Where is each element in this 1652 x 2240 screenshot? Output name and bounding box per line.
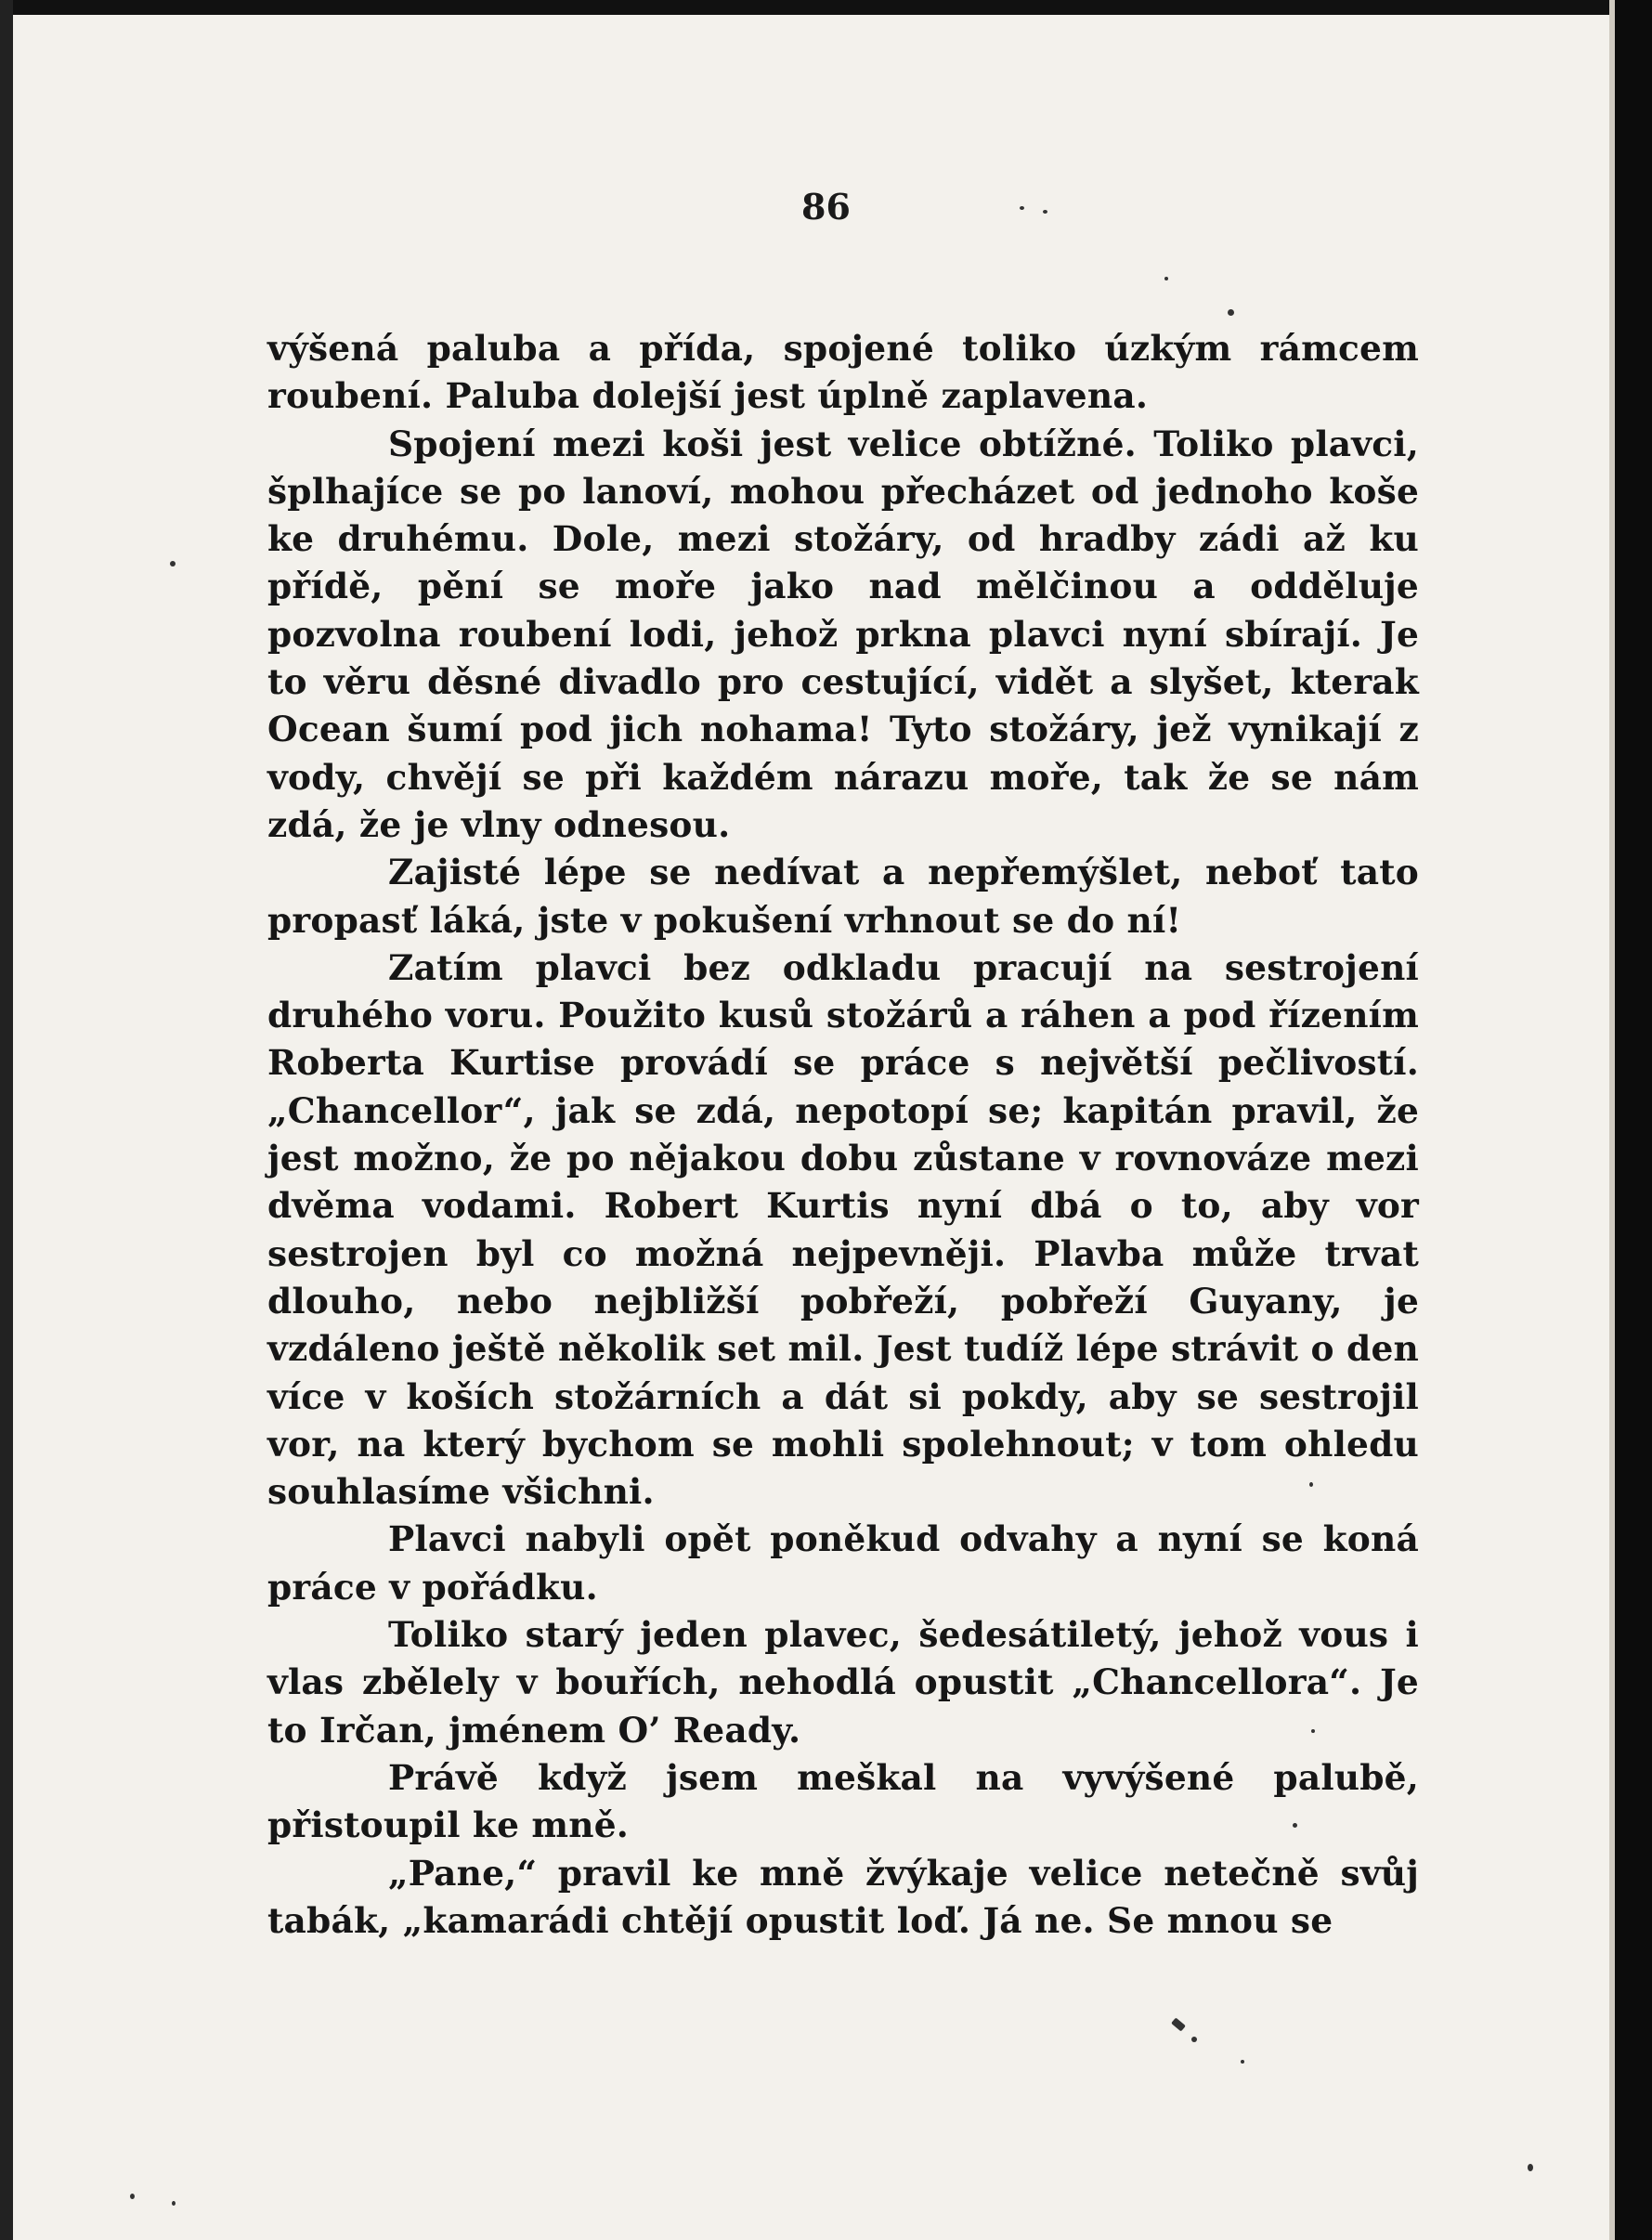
- scan-speck: [1191, 2037, 1197, 2042]
- scan-speck: [1293, 1823, 1297, 1828]
- scan-edge-top: [0, 0, 1652, 15]
- paragraph-7: Právě když jsem meškal na vyvýšené palubě, přistoupil ke mně.: [267, 1756, 1419, 1846]
- scan-speck: [1311, 1729, 1315, 1733]
- scan-edge-right: [1615, 0, 1652, 2240]
- scan-edge-left: [0, 0, 13, 2240]
- paragraph-2: Spojení mezi koši jest velice obtížné. Toliko plavci, šplhajíce se po lanoví, mohou přecházet od jednoho koše ke druhému. Dole, mezi stožáry, od hradby zádi až ku přídě, pění se moře jako nad mělčinou a odděluje pozvolna roubení lodi, jehož prkna plavci nyní sbírají. Je to věru děsné divadlo pro cestující, vidět a slyšet, kterak Ocean šumí pod jich nohama! Tyto stožáry, jež vynikají z vody, chvějí se při každém nárazu moře, tak že se nám zdá, že je vlny odnesou.: [267, 423, 1419, 845]
- scan-speck: [1171, 2017, 1186, 2031]
- paragraph-6: Toliko starý jeden plavec, šedesátiletý, jehož vous i vlas zbělely v bouřích, nehodlá opustit „Chancellora“. Je to Irčan, jménem O’ Ready.: [267, 1614, 1419, 1751]
- paragraph-3: Zajisté lépe se nedívat a nepřemýšlet, neboť tato propasť láká, jste v pokušení vrhnout se do ní!: [267, 852, 1419, 941]
- scan-speck: [1164, 277, 1168, 280]
- scan-speck: [1228, 309, 1234, 316]
- scan-speck: [170, 561, 176, 567]
- scan-speck: [172, 2201, 176, 2206]
- paragraph-8: „Pane,“ pravil ke mně žvýkaje velice netečně svůj tabák, „kamarádi chtějí opustit loď. Já ne. Se mnou se: [267, 1852, 1419, 1941]
- body-text: [267, 325, 1419, 1945]
- paragraph-1: výšená paluba a přída, spojené toliko úzkým rámcem roubení. Paluba dolejší jest úplně zaplavena.: [267, 328, 1419, 417]
- scan-speck: [1043, 210, 1047, 214]
- scan-speck: [1020, 206, 1024, 210]
- page-number: 86: [801, 186, 851, 228]
- scan-speck: [1241, 2060, 1244, 2064]
- scan-speck: [1528, 2164, 1533, 2171]
- scan-speck: [130, 2194, 135, 2199]
- paragraph-5: Plavci nabyli opět poněkud odvahy a nyní se koná práce v pořádku.: [267, 1518, 1419, 1608]
- scan-speck: [1309, 1482, 1313, 1487]
- paragraph-4: Zatím plavci bez odkladu pracují na sestrojení druhého voru. Použito kusů stožárů a ráhen a pod řízením Roberta Kurtise provádí se práce s největší pečlivostí. „Chancellor“, jak se zdá, nepotopí se; kapitán pravil, že jest možno, že po nějakou dobu zůstane v rovnováze mezi dvěma vodami. Robert Kurtis nyní dbá o to, aby vor sestrojen byl co možná nejpevněji. Plavba může trvat dlouho, nebo nejbližší pobřeží, pobřeží Guyany, je vzdáleno ještě několik set mil. Jest tudíž lépe strávit o den více v koších stožárních a dát si pokdy, aby se sestrojil vor, na který bychom se mohli spolehnout; v tom ohledu souhlasíme všichni.: [267, 946, 1419, 1513]
